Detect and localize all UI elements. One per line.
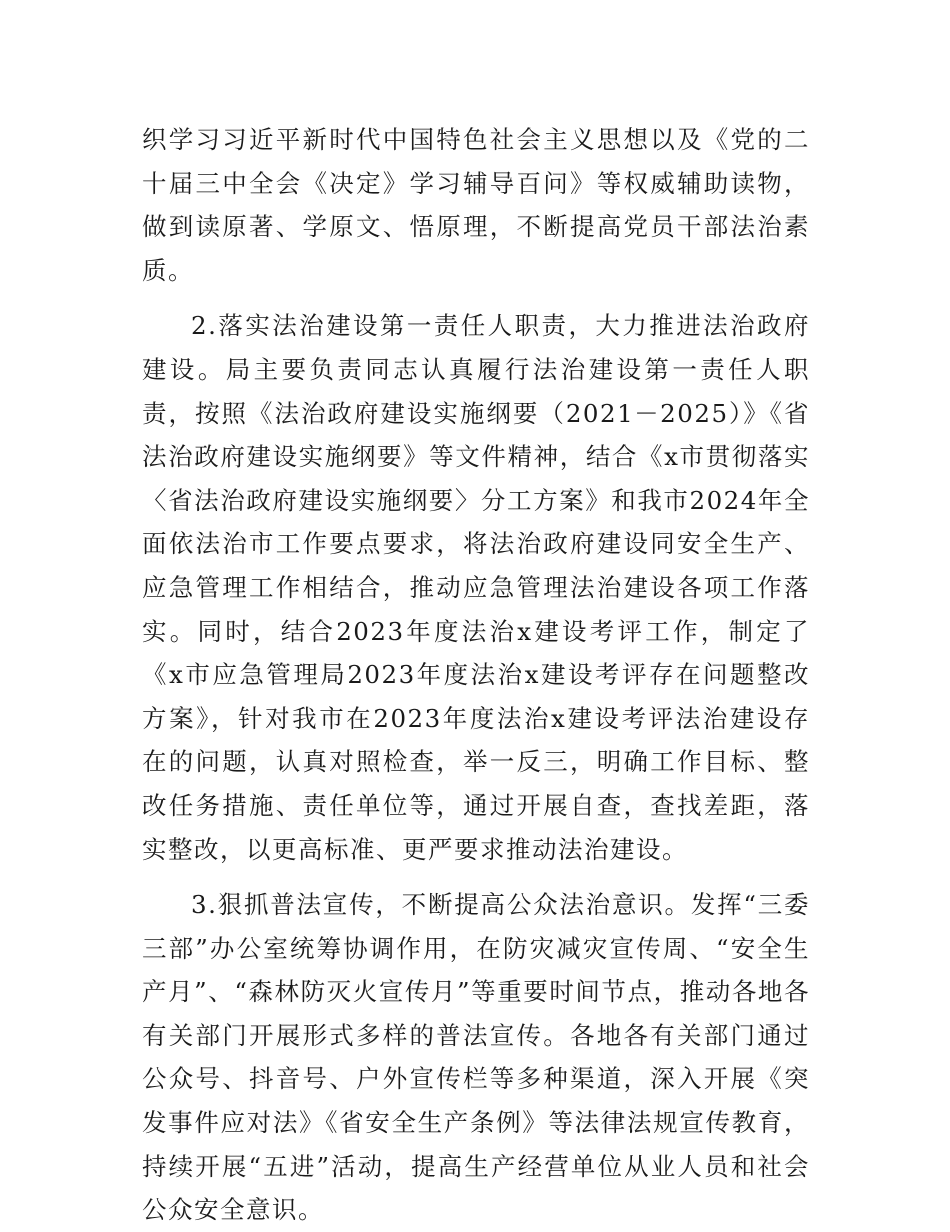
paragraph-continuation: 织学习习近平新时代中国特色社会主义思想以及《党的二十届三中全会《决定》学习辅导百问》等权威辅助读物，做到读原著、学原文、悟原理，不断提高党员干部法治素质。 — [142, 125, 810, 285]
document-body — [142, 118, 810, 1232]
paragraph-item-2: 2.落实法治建设第一责任人职责，大力推进法治政府建设。局主要负责同志认真履行法治建设第一责任人职责，按照《法治政府建设实施纲要（2021－2025）》《省法治政府建设实施纲要》等文件精神，结合《x市贯彻落实〈省法治政府建设实施纲要〉分工方案》和我市2024年全面依法治市工作要点要求，将法治政府建设同安全生产、应急管理工作相结合，推动应急管理法治建设各项工作落实。同时，结合2023年度法治x建设考评工作，制定了《x市应急管理局2023年度法治x建设考评存在问题整改方案》，针对我市在2023年度法治x建设考评法治建设存在的问题，认真对照检查，举一反三，明确工作目标、整改任务措施、责任单位等，通过开展自查，查找差距，落实整改，以更高标准、更严要求推动法治建设。 — [142, 311, 810, 864]
paragraph-item-3: 3.狠抓普法宣传，不断提高公众法治意识。发挥“三委三部”办公室统筹协调作用，在防灾减灾宣传周、“安全生产月”、“森林防灭火宣传月”等重要时间节点，推动各地各有关部门开展形式多样的普法宣传。各地各有关部门通过公众号、抖音号、户外宣传栏等多种渠道，深入开展《突发事件应对法》《省安全生产条例》等法律法规宣传教育，持续开展“五进”活动，提高生产经营单位从业人员和社会公众安全意识。 — [142, 890, 810, 1225]
